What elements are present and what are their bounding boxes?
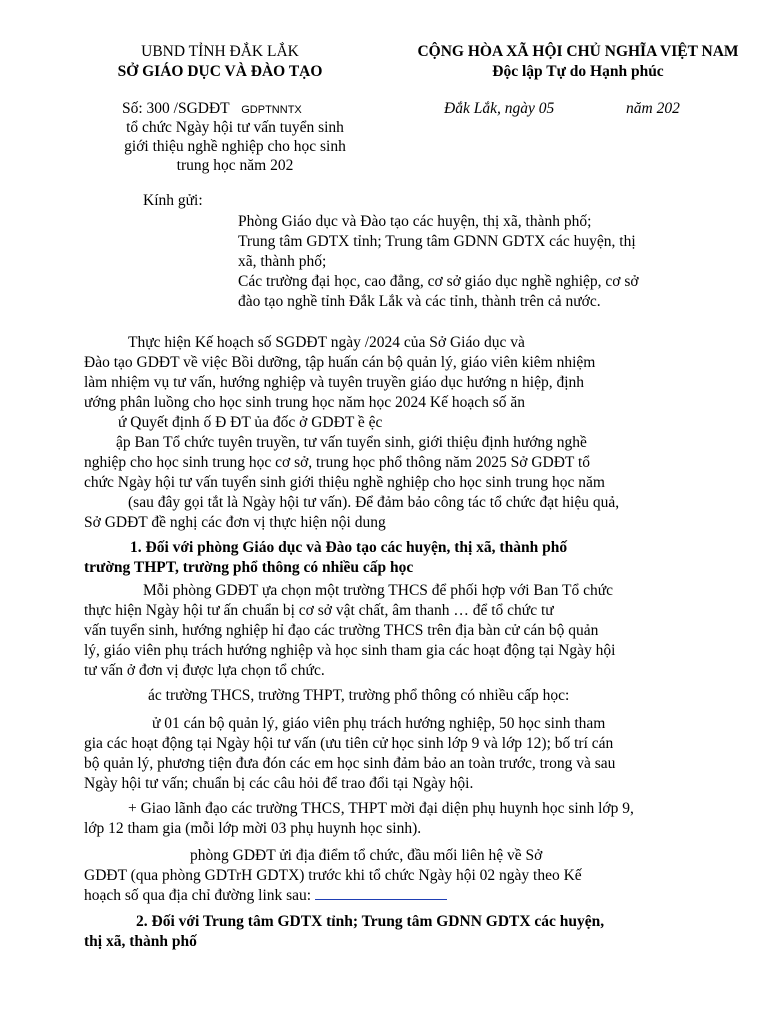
subject-line: trung học năm 202 [176,157,294,174]
intro-line: chức Ngày hội tư vấn tuyển sinh giới thiệu nghề nghiệp cho học sinh trung học năm [84,474,605,491]
registration-link-blank[interactable] [315,885,447,900]
section1-paragraph-line: phòng GDĐT ửi địa điểm tổ chức, đầu mối liên hệ về Sở [190,847,543,864]
section1-paragraph-line: GDĐT (qua phòng GDTrH GDTX) trước khi tổ chức Ngày hội 02 ngày theo Kế [84,867,582,884]
section1-paragraph-line: ác trường THCS, trường THPT, trường phổ thông có nhiều cấp học: [148,687,570,704]
section1-paragraph-line: lớp 12 tham gia (mỗi lớp mời 03 phụ huynh học sinh). [84,820,422,837]
section1-heading: 1. Đối với phòng Giáo dục và Đào tạo các huyện, thị xã, thành phố [130,539,568,556]
section1-paragraph-line: gia các hoạt động tại Ngày hội tư vấn (ưu tiên cử học sinh lớp 9 và lớp 12); bố trí cán [84,735,614,752]
intro-line: Đào tạo GDĐT về việc Bồi dưỡng, tập huấn cán bộ quản lý, giáo viên kiêm nhiệm [84,354,596,371]
recipient-line: Các trường đại học, cao đẳng, cơ sở giáo dục nghề nghiệp, cơ sở [238,273,639,290]
document-number-prefix: Số: 300 /SGDĐT [122,100,230,117]
section1-paragraph-line: + Giao lãnh đạo các trường THCS, THPT mời đại diện phụ huynh học sinh lớp 9, [128,800,634,817]
intro-line: (sau đây gọi tắt là Ngày hội tư vấn). Để đảm bảo công tác tổ chức đạt hiệu quả, [128,494,620,511]
section1-heading: trường THPT, trường phổ thông có nhiều cấp học [84,559,414,576]
intro-line: Sở GDĐT đề nghị các đơn vị thực hiện nội dung [84,514,386,531]
document-number-suffix: GDPTNNTX [241,104,302,116]
subject-line: tổ chức Ngày hội tư vấn tuyển sinh [126,119,344,136]
section1-paragraph-line: Ngày hội tư vấn; chuẩn bị các câu hỏi để trao đổi tại Ngày hội. [84,775,474,792]
intro-line: nghiệp cho học sinh trung học cơ sở, trung học phổ thông năm 2025 Sở GDĐT tổ [84,454,591,471]
department-name: SỞ GIÁO DỤC VÀ ĐÀO TẠO [117,63,323,80]
intro-line: làm nhiệm vụ tư vấn, hướng nghiệp và tuyên truyền giáo dục hướng n hiệp, định [84,374,585,391]
subject-line: giới thiệu nghề nghiệp cho học sinh [124,138,346,155]
intro-line: ập Ban Tổ chức tuyên truyền, tư vấn tuyển sinh, giới thiệu định hướng nghề [116,434,587,451]
section1-paragraph-line: bộ quản lý, phương tiện đưa đón các em học sinh đảm bảo an toàn trước, trong và sau [84,755,616,772]
intro-line: Thực hiện Kế hoạch số SGDĐT ngày /2024 của Sở Giáo dục và [128,334,525,351]
section1-paragraph-line: Mỗi phòng GDĐT ựa chọn một trường THCS để phối hợp với Ban Tổ chức [143,582,613,599]
section1-paragraph-line: lý, giáo viên phụ trách hướng nghiệp và học sinh tham gia các hoạt động tại Ngày hội [84,642,616,659]
section1-paragraph-line: ử 01 cán bộ quản lý, giáo viên phụ trách hướng nghiệp, 50 học sinh tham [152,715,606,732]
section2-heading: 2. Đối với Trung tâm GDTX tỉnh; Trung tâm GDNN GDTX các huyện, [136,913,605,930]
intro-line: ướng phân luồng cho học sinh trung học năm học 2024 Kế hoạch số ăn [84,394,526,411]
section2-heading: thị xã, thành phố [84,933,197,950]
agency-name: UBND TỈNH ĐẮK LẮK [141,43,299,60]
intro-line: ứ Quyết định ố Đ ĐT ủa đốc ở GDĐT ề ệc [118,414,383,431]
recipient-line: xã, thành phố; [238,253,327,270]
section1-paragraph-line: vấn tuyển sinh, hướng nghiệp hỉ đạo các trường THCS trên địa bàn cử cán bộ quản [84,622,599,639]
section1-paragraph-line: tư vấn ở đơn vị được lựa chọn tổ chức. [84,662,325,679]
place-date: Đắk Lắk, ngày 05 [444,100,555,117]
recipient-line: Phòng Giáo dục và Đào tạo các huyện, thị xã, thành phố; [238,213,592,230]
national-motto: Độc lập Tự do Hạnh phúc [492,63,664,80]
section1-paragraph-line: thực hiện Ngày hội tư ấn chuẩn bị cơ sở vật chất, âm thanh … để tổ chức tư [84,602,554,619]
section1-paragraph-line [84,885,447,907]
link-intro-text: hoạch số qua địa chỉ đường link sau: [84,887,312,904]
place-year: năm 202 [626,100,680,117]
recipients-label: Kính gửi: [143,192,203,209]
national-title: CỘNG HÒA XÃ HỘI CHỦ NGHĨA VIỆT NAM [417,43,739,60]
recipient-line: Trung tâm GDTX tỉnh; Trung tâm GDNN GDTX các huyện, thị [238,233,636,250]
recipient-line: đào tạo nghề tỉnh Đắk Lắk và các tỉnh, thành trên cả nước. [238,293,601,310]
